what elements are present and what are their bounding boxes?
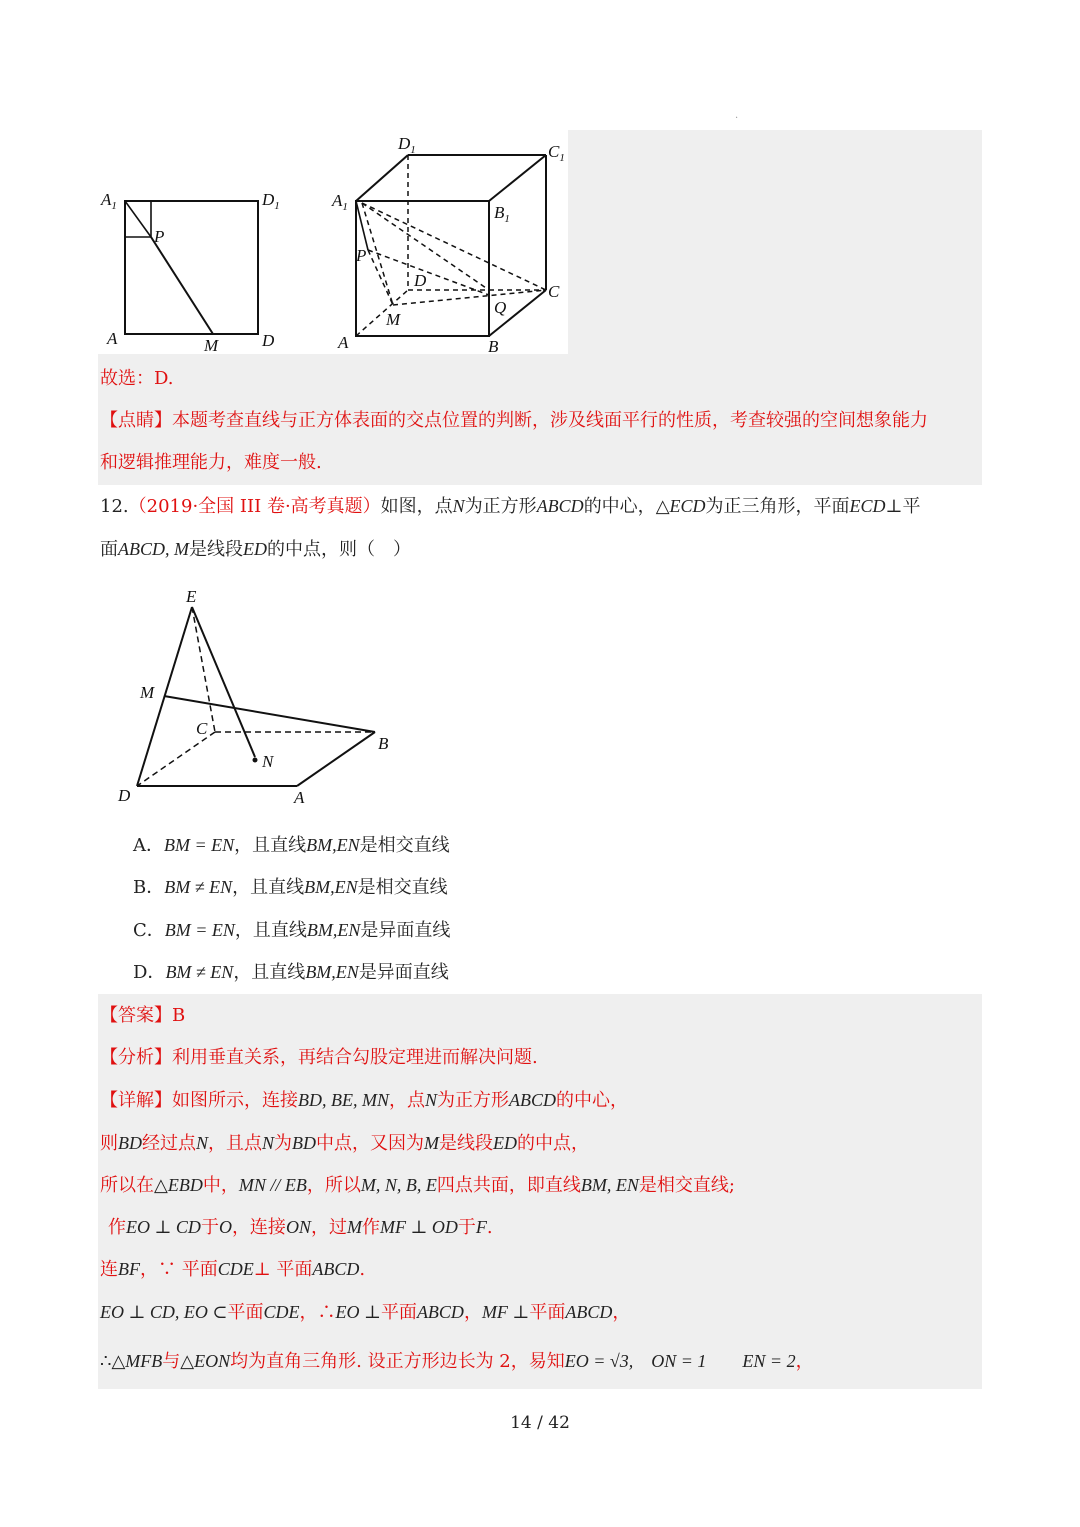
detail-line-1: 【详解】如图所示，连接BD, BE, MN，点N为正方形ABCD的中心，: [100, 1090, 628, 1111]
detail-line-2: 则BD经过点N，且点N为BD中点，又因为M是线段ED的中点，: [100, 1133, 590, 1154]
label-py-E: E: [186, 587, 197, 606]
label-cu-B: B: [488, 337, 499, 354]
option-d[interactable]: D．BM ≠ EN，且直线BM,EN是异面直线: [133, 962, 449, 983]
label-cu-P: P: [356, 246, 367, 265]
label-cu-B1: $B_1$: [494, 203, 510, 225]
label-sq-A: A: [107, 329, 118, 348]
label-py-N: N: [262, 752, 274, 771]
label-sq-A1: $A_1$: [101, 190, 117, 212]
figure-square-cube: [98, 130, 568, 354]
label-cu-C: C: [548, 282, 560, 301]
label-py-D: D: [118, 786, 131, 805]
label-sq-D: D: [262, 331, 275, 350]
label-cu-C1: $C_1$: [548, 142, 565, 164]
page-number: 14 / 42: [510, 1413, 570, 1433]
label-sq-M: M: [204, 336, 219, 354]
question-line-2: 面ABCD, M是线段ED的中点，则（ ）: [100, 539, 411, 560]
option-c[interactable]: C．BM = EN，且直线BM,EN是异面直线: [133, 920, 451, 941]
detail-line-4: 作EO ⊥ CD于O，连接ON，过M作MF ⊥ OD于F.: [108, 1217, 493, 1238]
label-cu-Q: Q: [494, 298, 507, 317]
label-sq-D1: $D_1$: [262, 190, 280, 212]
question-line-1: 12.（2019·全国 III 卷·高考真题）如图，点N为正方形ABCD的中心，△ECD为正三角形，平面ECD⊥平: [100, 496, 921, 517]
label-cu-D: D: [414, 271, 427, 290]
detail-line-3: 所以在△EBD中，MN // EB，所以M, N, B, E四点共面，即直线BM, EN是相交直线;: [100, 1175, 735, 1196]
label-cu-A1: $A_1$: [332, 191, 348, 213]
answer-line: 【答案】B: [100, 1005, 186, 1026]
detail-line-6: EO ⊥ CD, EO ⊂平面CDE，∴EO ⊥平面ABCD，MF ⊥平面ABCD，: [100, 1302, 631, 1323]
label-cu-M: M: [386, 310, 401, 329]
option-b[interactable]: B．BM ≠ EN，且直线BM,EN是相交直线: [133, 877, 448, 898]
detail-line-7: ∴△MFB与△EON均为直角三角形. 设正方形边长为 2，易知EO = √3, ON = 1 EN = 2，: [100, 1351, 814, 1372]
label-py-B: B: [378, 734, 389, 753]
analysis-line: 【分析】利用垂直关系，再结合勾股定理进而解决问题.: [100, 1047, 538, 1068]
option-a[interactable]: A．BM = EN，且直线BM,EN是相交直线: [133, 835, 450, 856]
label-py-C: C: [196, 719, 208, 738]
label-py-M: M: [140, 683, 155, 702]
label-py-A: A: [294, 788, 305, 807]
label-cu-A: A: [338, 333, 349, 352]
label-sq-P: P: [154, 227, 165, 246]
conclusion-line: 故选：D.: [100, 368, 174, 389]
comment-line-1: 【点睛】本题考查直线与正方体表面的交点位置的判断，涉及线面平行的性质，考查较强的空间想象能力: [100, 410, 928, 431]
page-speck: .: [735, 110, 739, 121]
detail-line-5: 连BF，∵ 平面CDE⊥ 平面ABCD.: [100, 1259, 366, 1280]
label-cu-D1: $D_1$: [398, 134, 416, 156]
figure-pyramid: [110, 585, 410, 810]
comment-line-2: 和逻辑推理能力，难度一般.: [100, 452, 322, 473]
